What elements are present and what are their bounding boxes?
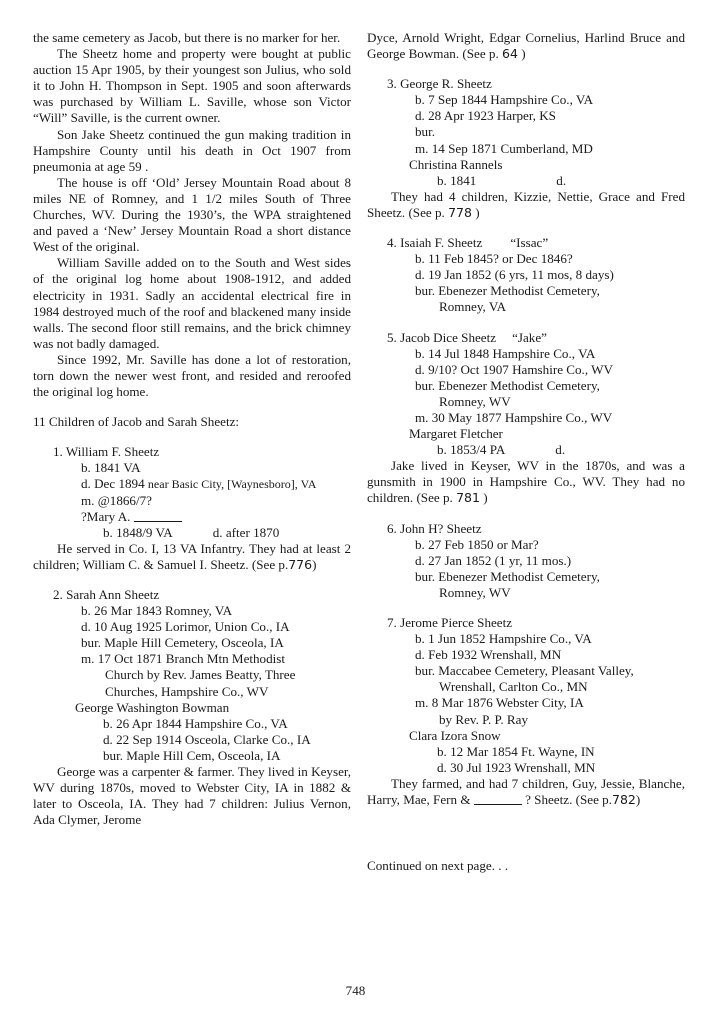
spouse-name: Christina Rannels bbox=[409, 156, 503, 172]
marriage-line: m. 8 Mar 1876 Webster City, IA bbox=[415, 695, 584, 711]
child-note: They had 4 children, Kizzie, Nettie, Grace and Fred Sheetz. (See p. 778 ) bbox=[367, 188, 685, 220]
birth-line: b. 27 Feb 1850 or Mar? bbox=[415, 536, 539, 552]
child-note: They farmed, and had 7 children, Guy, Jessie, Blanche, Harry, Mae, Fern & ? Sheetz. (See p.782) bbox=[367, 775, 685, 808]
child-name: 3. George R. Sheetz bbox=[387, 76, 492, 92]
child-name: 2. Sarah Ann Sheetz bbox=[53, 587, 160, 602]
spouse-dates: b. 1853/4 PA d. bbox=[437, 442, 566, 458]
birth-line: b. 7 Sep 1844 Hampshire Co., VA bbox=[415, 92, 594, 108]
paragraph: Since 1992, Mr. Saville has done a lot of restoration, torn down the newer west front, and resided and reroofed the original log home. bbox=[33, 351, 351, 400]
birth-line: b. 14 Jul 1848 Hampshire Co., VA bbox=[415, 345, 596, 361]
handwritten-page-ref: 64 bbox=[502, 46, 518, 62]
handwritten-page-ref: 778 bbox=[448, 204, 472, 220]
child-entry-jerome bbox=[367, 615, 685, 808]
spouse-birth: b. 12 Mar 1854 Ft. Wayne, IN bbox=[437, 743, 595, 759]
death-date: d. Dec 1894 bbox=[81, 476, 145, 492]
child-name: 5. Jacob Dice Sheetz “Jake” bbox=[387, 329, 547, 345]
spouse-name: Clara Izora Snow bbox=[409, 727, 501, 743]
burial-line-cont: Wrenshall, Carlton Co., MN bbox=[439, 679, 588, 695]
birth-line: b. 26 Mar 1843 Romney, VA bbox=[81, 603, 233, 619]
spouse-death: d. 22 Sep 1914 Osceola, Clarke Co., IA bbox=[103, 731, 311, 747]
child-note: He served in Co. I, 13 VA Infantry. They had at least 2 children; William C. & Samuel I. Sheetz. (See p.776) bbox=[33, 540, 351, 572]
spouse-birth: b. 26 Apr 1844 Hampshire Co., VA bbox=[103, 715, 288, 731]
burial-line: bur. Maccabee Cemetery, Pleasant Valley, bbox=[415, 663, 634, 679]
continued-note: Dyce, Arnold Wright, Edgar Cornelius, Harlind Bruce and George Bowman. (See p. 64 ) bbox=[367, 30, 685, 62]
child-entry-john bbox=[367, 521, 685, 601]
child-name: 6. John H? Sheetz bbox=[387, 520, 482, 536]
continued-label: Continued on next page. . . bbox=[367, 858, 509, 874]
paragraph: Son Jake Sheetz continued the gun making tradition in Hampshire County until his death in Oct 1907 from pneumonia at age 59 . bbox=[33, 126, 351, 174]
marriage-line: m. 30 May 1877 Hampshire Co., WV bbox=[415, 409, 613, 425]
left-column bbox=[33, 30, 351, 828]
death-line: d. 28 Apr 1923 Harper, KS bbox=[415, 108, 556, 124]
child-name: 4. Isaiah F. Sheetz “Issac” bbox=[387, 235, 549, 251]
child-entry-jacob bbox=[367, 330, 685, 507]
birth-line: b. 1 Jun 1852 Hampshire Co., VA bbox=[415, 631, 592, 647]
death-line: d. 9/10? Oct 1907 Hamshire Co., WV bbox=[415, 361, 613, 377]
page-number: 748 bbox=[345, 983, 366, 998]
child-entry-george bbox=[367, 76, 685, 221]
death-line: d. Feb 1932 Wrenshall, MN bbox=[415, 647, 562, 663]
burial-line-cont: Romney, WV bbox=[439, 393, 511, 409]
burial-line: bur. Ebenezer Methodist Cemetery, bbox=[415, 568, 600, 584]
death-line bbox=[33, 476, 351, 492]
burial-line: bur. Ebenezer Methodist Cemetery, bbox=[415, 283, 600, 299]
handwritten-page-ref: 781 bbox=[456, 490, 480, 506]
handwritten-addition: near Basic City, [Waynesboro], VA bbox=[147, 477, 317, 492]
marriage-line: m. 14 Sep 1871 Cumberland, MD bbox=[415, 140, 593, 156]
marriage-line-cont: by Rev. P. P. Ray bbox=[439, 711, 529, 727]
handwritten-page-ref: 782 bbox=[612, 792, 636, 808]
death-line: d. 19 Jan 1852 (6 yrs, 11 mos, 8 days) bbox=[415, 267, 614, 283]
paragraph: the same cemetery as Jacob, but there is no marker for her. bbox=[33, 30, 341, 45]
paragraph: The Sheetz home and property were bought at public auction 15 Apr 1905, by their youngest son Julius, who sold it to John H. Thompson in Sept. 1905 and soon afterwards was purchased by William L. Saville, whose son Victor “Will” Saville, is the current owner. bbox=[33, 46, 351, 126]
burial-line: bur. Maple Hill Cemetery, Osceola, IA bbox=[81, 635, 284, 651]
spouse-name: Margaret Fletcher bbox=[409, 426, 503, 442]
child-entry-isaiah bbox=[367, 235, 685, 315]
handwritten-page-ref: 776 bbox=[288, 556, 313, 572]
child-entry-william bbox=[33, 444, 351, 573]
spouse-name: ?Mary A. bbox=[33, 509, 351, 525]
birth-line: b. 1841 VA bbox=[81, 460, 141, 476]
spouse-dates: b. 1841 d. bbox=[437, 172, 567, 188]
blank-line bbox=[474, 804, 522, 805]
spouse-burial: bur. Maple Hill Cem, Osceola, IA bbox=[103, 747, 281, 763]
spouse-dates: b. 1848/9 VA d. after 1870 bbox=[103, 524, 280, 540]
burial-line-cont: Romney, WV bbox=[439, 584, 511, 600]
child-note: Jake lived in Keyser, WV in the 1870s, and was a gunsmith in 1900 in Hampshire Co., WV. They had no children. (See p. 781 ) bbox=[367, 458, 685, 506]
death-line: d. 27 Jan 1852 (1 yr, 11 mos.) bbox=[415, 552, 572, 568]
death-line: d. 10 Aug 1925 Lorimor, Union Co., IA bbox=[81, 619, 290, 635]
paragraph: The house is off ‘Old’ Jersey Mountain Road about 8 miles NE of Romney, and 1 1/2 miles South of Three Churches, WV. During the 1930’s, the WPA straightened and paved a ‘New’ Jersey Mountain Road a short distance West of the original. bbox=[33, 174, 351, 255]
burial-line-cont: Romney, VA bbox=[439, 299, 507, 315]
paragraph: William Saville added on to the South and West sides of the original log home about 1908-1912, and added electricity in 1931. Sadly an accidental electrical fire in 1984 destroyed much of the roof and blackened many inside walls. The second floor still remains, and the brick chimney was not badly damaged. bbox=[33, 255, 351, 351]
child-name: 1. William F. Sheetz bbox=[53, 444, 160, 460]
burial-line: bur. Ebenezer Methodist Cemetery, bbox=[415, 377, 600, 393]
spouse-name: George Washington Bowman bbox=[75, 699, 230, 715]
child-entry-sarah bbox=[33, 587, 351, 828]
spouse-death: d. 30 Jul 1923 Wrenshall, MN bbox=[437, 759, 596, 775]
marriage-line-cont: Churches, Hampshire Co., WV bbox=[105, 683, 269, 699]
children-heading: 11 Children of Jacob and Sarah Sheetz: bbox=[33, 414, 240, 430]
marriage-line: m. 17 Oct 1871 Branch Mtn Methodist bbox=[81, 651, 286, 667]
child-name: 7. Jerome Pierce Sheetz bbox=[387, 615, 513, 630]
marriage-line-cont: Church by Rev. James Beatty, Three bbox=[105, 667, 296, 683]
blank-line bbox=[134, 521, 182, 522]
marriage-line: m. @1866/7? bbox=[81, 492, 152, 508]
birth-line: b. 11 Feb 1845? or Dec 1846? bbox=[415, 251, 573, 267]
burial-line: bur. bbox=[415, 124, 436, 140]
right-column bbox=[367, 30, 685, 874]
child-note: George was a carpenter & farmer. They lived in Keyser, WV during 1870s, moved to Webster City, IA in 1882 & later to Osceola, IA. They had 7 children: Julius Vernon, Ada Clymer, Jerome bbox=[33, 764, 351, 828]
